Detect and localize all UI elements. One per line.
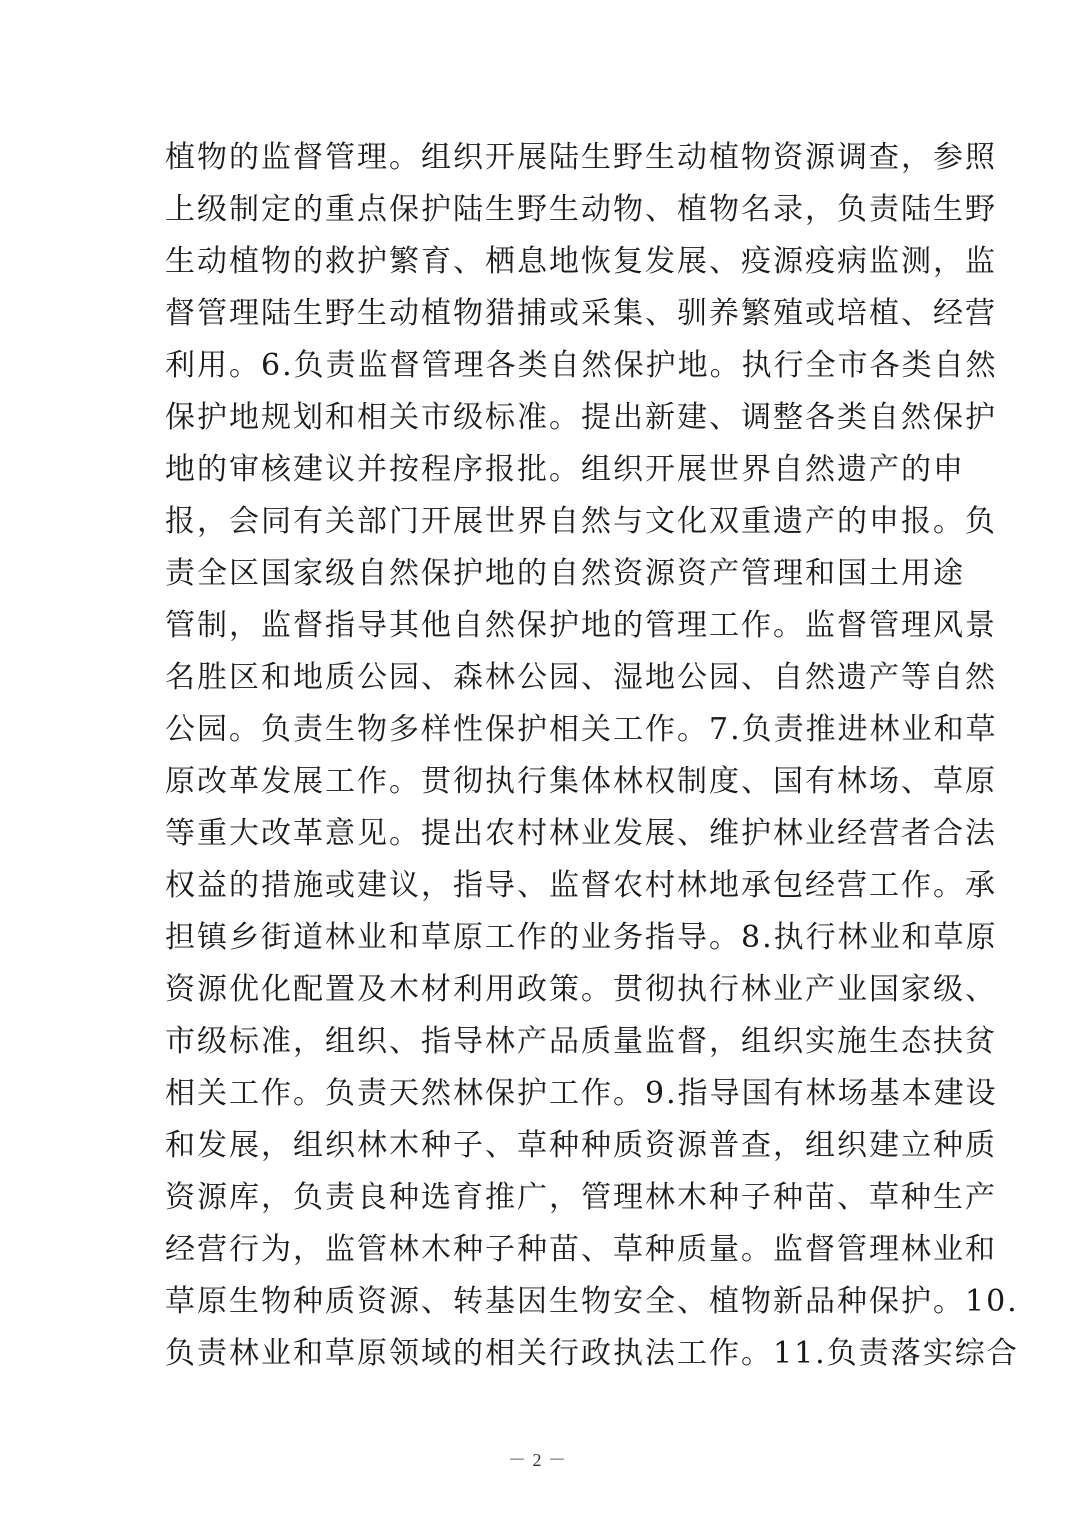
text-line: 管制，监督指导其他自然保护地的管理工作。监督管理风景 <box>165 608 997 643</box>
text-line: 等重大改革意见。提出农村林业发展、维护林业经营者合法 <box>165 816 997 851</box>
text-line: 负责林业和草原领域的相关行政执法工作。11.负责落实综合 <box>165 1336 1019 1371</box>
text-line: 担镇乡街道林业和草原工作的业务指导。8.执行林业和草原 <box>165 920 998 955</box>
text-line: 保护地规划和相关市级标准。提出新建、调整各类自然保护 <box>165 400 997 435</box>
text-line: 生动植物的救护繁育、栖息地恢复发展、疫源疫病监测，监 <box>165 244 997 279</box>
text-line: 公园。负责生物多样性保护相关工作。7.负责推进林业和草 <box>165 712 998 747</box>
text-line: 植物的监督管理。组织开展陆生野生动植物资源调查，参照 <box>165 140 997 175</box>
text-line: 经营行为，监管林木种子种苗、草种质量。监督管理林业和 <box>165 1232 997 1267</box>
text-line: 资源库，负责良种选育推广，管理林木种子种苗、草种生产 <box>165 1180 997 1215</box>
body-text <box>165 132 1019 1380</box>
text-line: 名胜区和地质公园、森林公园、湿地公园、自然遗产等自然 <box>165 660 997 695</box>
text-line: 利用。6.负责监督管理各类自然保护地。执行全市各类自然 <box>165 348 998 383</box>
text-line: 报，会同有关部门开展世界自然与文化双重遗产的申报。负 <box>165 504 997 539</box>
text-line: 市级标准，组织、指导林产品质量监督，组织实施生态扶贫 <box>165 1024 997 1059</box>
text-line: 草原生物种质资源、转基因生物安全、植物新品种保护。10. <box>165 1284 1019 1319</box>
text-line: 督管理陆生野生动植物猎捕或采集、驯养繁殖或培植、经营 <box>165 296 997 331</box>
text-line: 原改革发展工作。贯彻执行集体林权制度、国有林场、草原 <box>165 764 997 799</box>
text-line: 相关工作。负责天然林保护工作。9.指导国有林场基本建设 <box>165 1076 998 1111</box>
text-line: 资源优化配置及木材利用政策。贯彻执行林业产业国家级、 <box>165 972 997 1007</box>
text-line: 和发展，组织林木种子、草种种质资源普查，组织建立种质 <box>165 1128 997 1163</box>
text-line: 权益的措施或建议，指导、监督农村林地承包经营工作。承 <box>165 868 997 903</box>
text-line: 上级制定的重点保护陆生野生动物、植物名录，负责陆生野 <box>165 192 997 227</box>
text-line: 责全区国家级自然保护地的自然资源资产管理和国土用途 <box>165 556 965 591</box>
text-line: 地的审核建议并按程序报批。组织开展世界自然遗产的申 <box>165 452 965 487</box>
page-number: － 2 － <box>508 1450 567 1470</box>
